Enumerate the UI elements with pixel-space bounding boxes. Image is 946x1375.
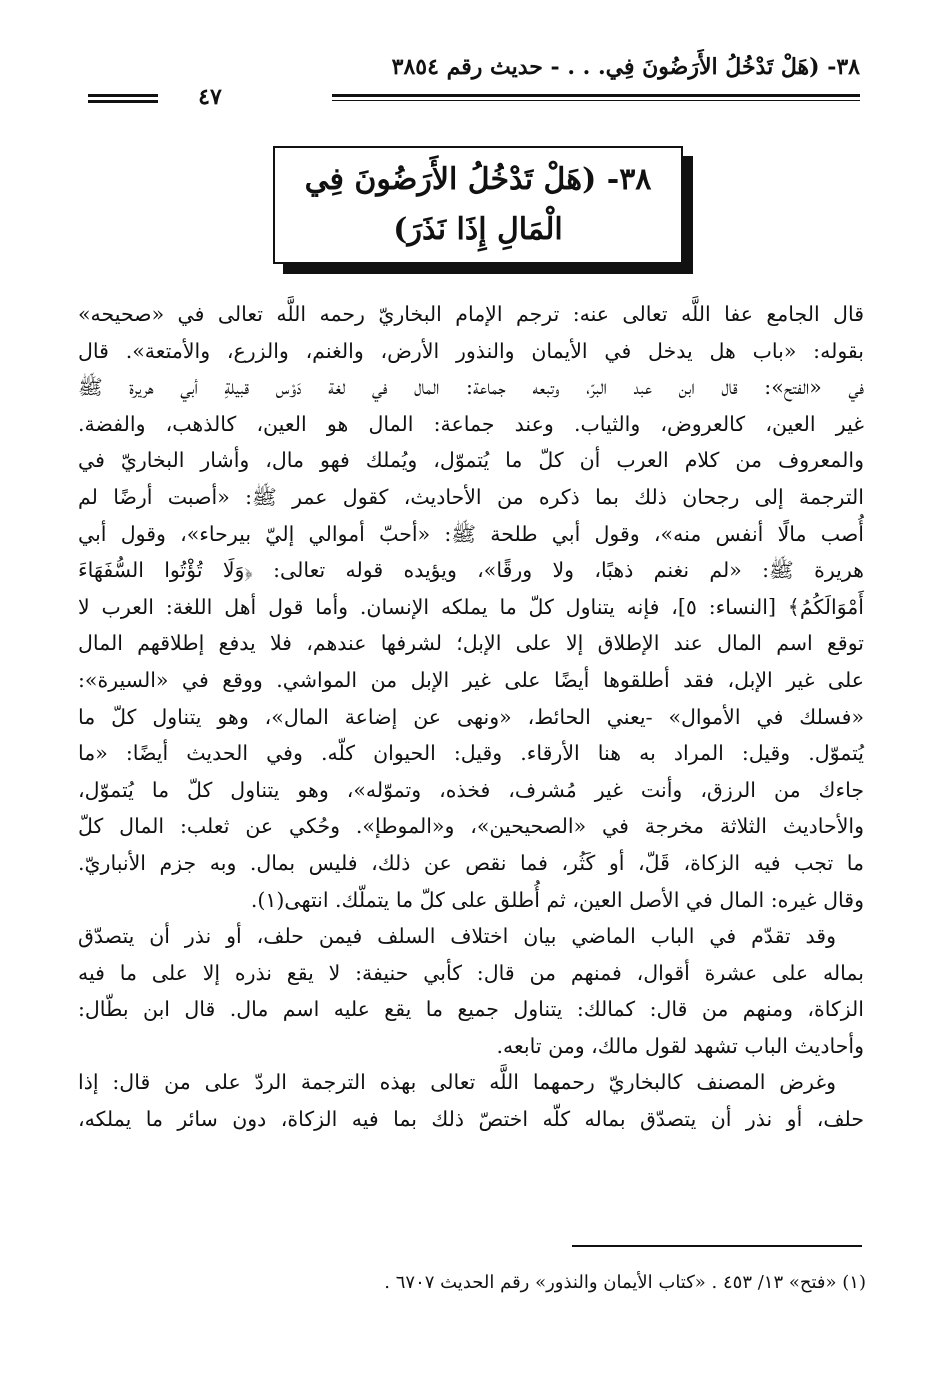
page-number: ٤٧	[198, 84, 222, 110]
body-line: وأحاديث الباب تشهد لقول مالك، ومن تابعه.	[496, 1033, 864, 1058]
chapter-title-box	[273, 146, 683, 264]
body-line: هريرة ﷺ: «لم نغنم ذهبًا، ولا ورقًا»، ويؤيده قوله تعالى: ﴿وَلَا تُؤْتُوا السُّفَهَاءَ	[78, 558, 864, 583]
body-line: والمعروف من كلام العرب أن كلّ ما يُتموّل، ويُملك فهو مال، وأشار البخاريّ في	[78, 448, 864, 473]
body-line: في «الفتح»: قال ابن عبد البرّ، وتبعه جماعة: المال في لغة دَوْس قبيلةِ أبي هريرة ﷺ	[78, 375, 864, 400]
header-rule-thin	[332, 100, 860, 101]
footnote-separator	[572, 1245, 862, 1247]
body-line: بقوله: «باب هل يدخل في الأيمان والنذور الأرض، والغنم، والزرع، والأمتعة». قال	[78, 338, 864, 363]
body-line: «فسلك في الأموال» -يعني الحائط، «ونهى عن إضاعة المال»، وهو يتناول كلّ ما	[78, 704, 864, 729]
body-line: حلف، أو نذر أن يتصدّق بماله كلّه اختصّ ذلك بما فيه الزكاة، دون سائر ما يملكه،	[78, 1107, 864, 1132]
body-line: يُتموّل. وقيل: المراد به هنا الأرقاء. وقيل: الحيوان كلّه. وفي الحديث أيضًا: «ما	[78, 741, 864, 766]
footnote: (١) «فتح» ١٣/ ٤٥٣ . «كتاب الأيمان والنذور» رقم الحديث ٦٧٠٧ .	[384, 1272, 866, 1293]
body-line: وقد تقدّم في الباب الماضي بيان اختلاف السلف فيمن حلف، أو نذر أن يتصدّق	[78, 924, 836, 949]
body-line: على غير الإبل، فقد أطلقوها أيضًا على غير الإبل من المواشي. ووقع في «السيرة»:	[78, 667, 864, 692]
body-line: وغرض المصنف كالبخاريّ رحمهما اللَّه تعالى بهذه الترجمة الردّ على من قال: إذا	[78, 1070, 836, 1095]
body-line: قال الجامع عفا اللَّه تعالى عنه: ترجم الإمام البخاريّ رحمه اللَّه تعالى في «صحيحه»	[78, 302, 864, 326]
body-line: بماله على عشرة أقوال، فمنهم من قال: كأبي حنيفة: لا يقع نذره إلا على ما فيه	[78, 960, 864, 985]
body-line: توقع اسم المال عند الإطلاق إلا على الإبل؛ لشرفها عندهم، فلا يدفع إطلاقهم المال	[78, 631, 864, 656]
body-line: أَمْوَالَكُمُ﴾ [النساء: ٥]، فإنه يتناول كلّ ما يملكه الإنسان. وأما قول أهل اللغة: العرب لا	[78, 594, 864, 619]
chapter-title-line-1: ٣٨- (هَلْ تَدْخُلُ الأَرَضُونَ فِي	[304, 162, 652, 197]
body-line: غير العين، كالعروض، والثياب. وعند جماعة: المال هو العين، كالذهب، والفضة.	[78, 411, 864, 436]
body-line: ما تجب فيه الزكاة، قَلّ، أو كَثُر، فما نقص عن ذلك، فليس بمال. وبه جزم الأنباريّ.	[78, 850, 864, 875]
header-rule	[332, 94, 860, 97]
header-left-rule-top	[88, 94, 158, 97]
chapter-title-line-2: الْمَالِ إِذَا نَذَرَ)	[393, 212, 563, 247]
running-header: ٣٨- (هَلْ تَدْخُلُ الأَرَضُونَ فِي. . . - حديث رقم ٣٨٥٤	[391, 54, 860, 80]
body-text	[78, 296, 864, 1138]
body-line: أُصب مالًا أنفس منه»، وقول أبي طلحة ﷺ: «أحبّ أموالي إليّ بيرحاء»، وقول أبي	[78, 521, 864, 546]
header-left-rule-bottom	[88, 100, 158, 103]
body-line: جاءك من الرزق، وأنت غير مُشرف، فخذه، وتموّله»، وهو يتناول كلّ ما يُتموّل،	[78, 777, 864, 802]
body-line: والأحاديث الثلاثة مخرجة في «الصحيحين»، و«الموطإ». وحُكي عن ثعلب: المال كلّ	[78, 814, 864, 839]
body-line: وقال غيره: المال في الأصل العين، ثم أُطلق على كلّ ما يتملّك. انتهى(١).	[250, 887, 864, 912]
body-line: الزكاة، ومنهم من قال: كمالك: يتناول جميع ما يقع عليه اسم مال. قال ابن بطّال:	[78, 997, 864, 1022]
body-line: الترجمة إلى رجحان ذلك بما ذكره من الأحاديث، كقول عمر ﷺ: «أصبت أرضًا لم	[78, 484, 864, 509]
